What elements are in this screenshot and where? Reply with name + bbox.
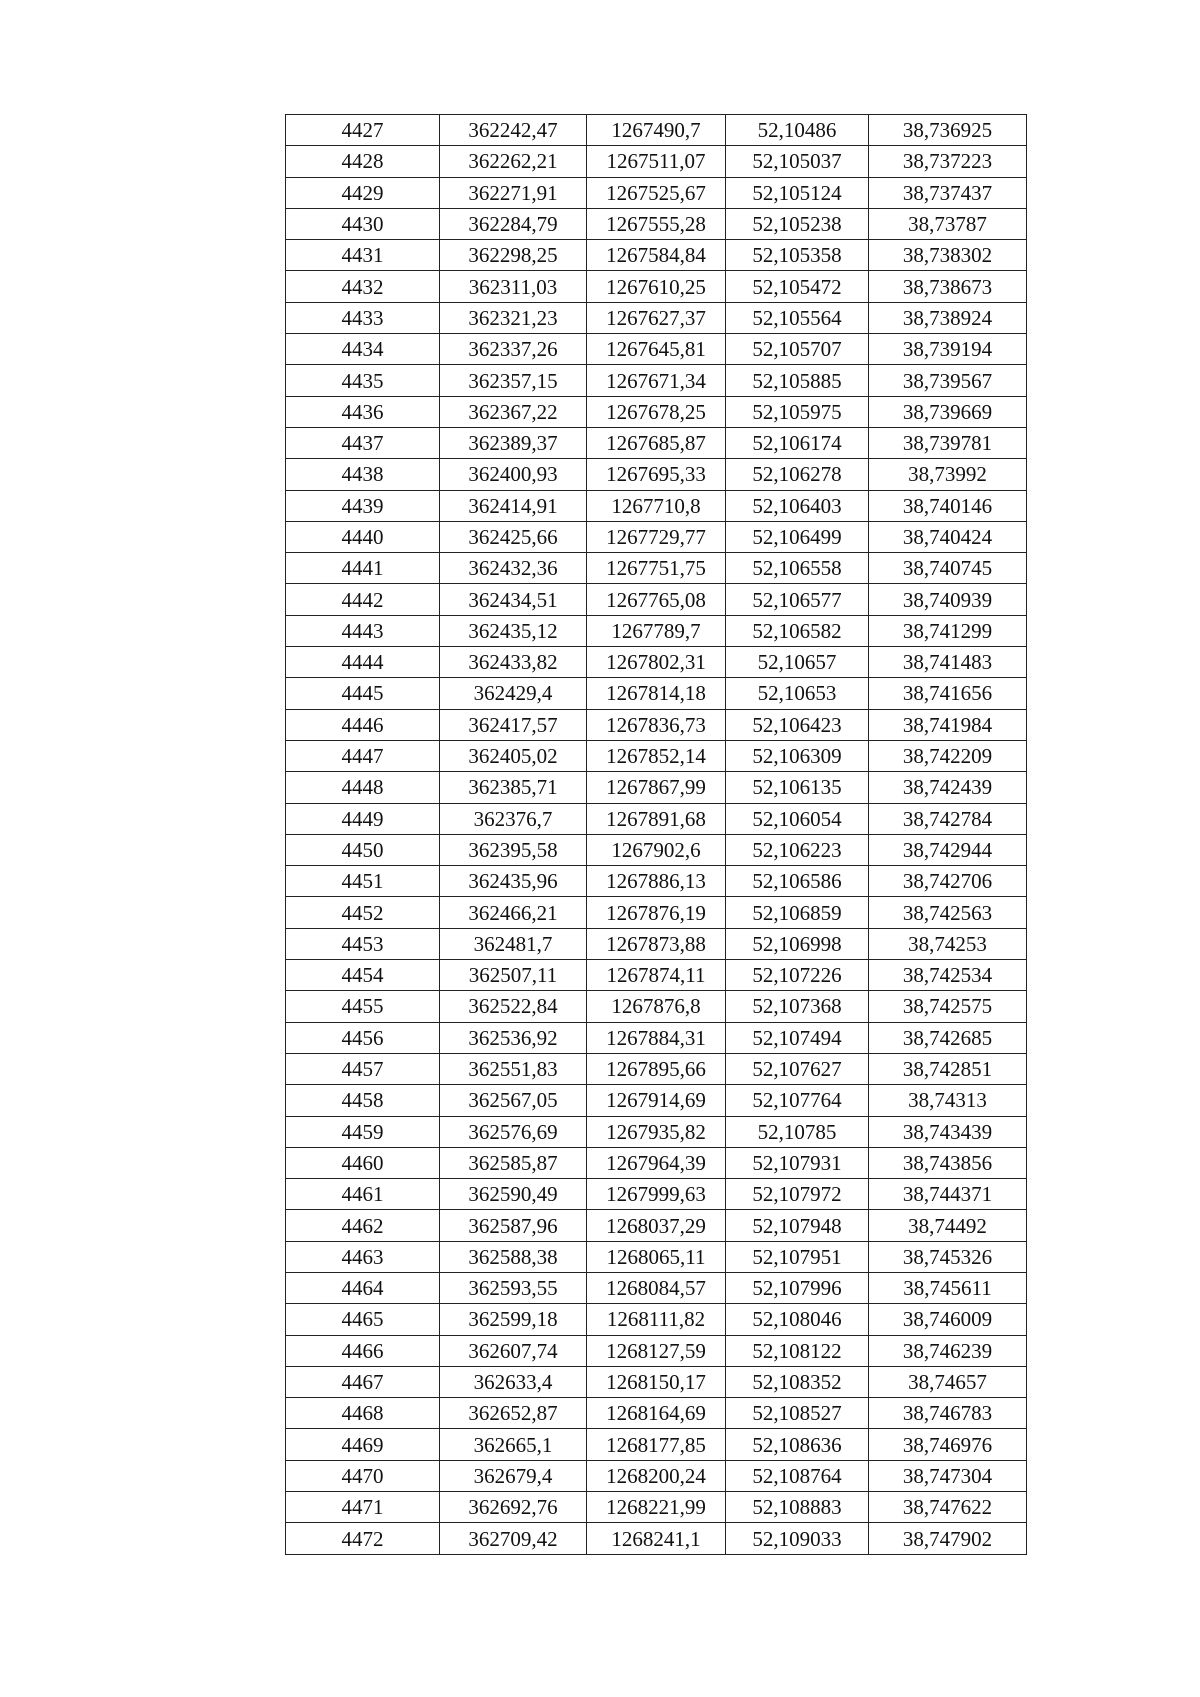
x-coordinate-cell: 362590,49 bbox=[440, 1179, 587, 1210]
point-number-cell: 4465 bbox=[286, 1304, 440, 1335]
x-coordinate-cell: 362311,03 bbox=[440, 271, 587, 302]
table-row bbox=[286, 615, 1027, 646]
table-row bbox=[286, 647, 1027, 678]
latitude-cell: 52,106174 bbox=[726, 427, 869, 458]
latitude-cell: 52,106135 bbox=[726, 772, 869, 803]
y-coordinate-cell: 1267836,73 bbox=[587, 709, 726, 740]
point-number-cell: 4434 bbox=[286, 334, 440, 365]
longitude-cell: 38,742706 bbox=[869, 866, 1027, 897]
latitude-cell: 52,105885 bbox=[726, 365, 869, 396]
point-number-cell: 4442 bbox=[286, 584, 440, 615]
longitude-cell: 38,742575 bbox=[869, 991, 1027, 1022]
latitude-cell: 52,109033 bbox=[726, 1523, 869, 1554]
point-number-cell: 4428 bbox=[286, 146, 440, 177]
longitude-cell: 38,743856 bbox=[869, 1147, 1027, 1178]
point-number-cell: 4463 bbox=[286, 1241, 440, 1272]
latitude-cell: 52,108636 bbox=[726, 1429, 869, 1460]
x-coordinate-cell: 362425,66 bbox=[440, 521, 587, 552]
table-row bbox=[286, 897, 1027, 928]
x-coordinate-cell: 362507,11 bbox=[440, 960, 587, 991]
y-coordinate-cell: 1267914,69 bbox=[587, 1085, 726, 1116]
longitude-cell: 38,742563 bbox=[869, 897, 1027, 928]
point-number-cell: 4445 bbox=[286, 678, 440, 709]
latitude-cell: 52,105975 bbox=[726, 396, 869, 427]
longitude-cell: 38,740745 bbox=[869, 553, 1027, 584]
longitude-cell: 38,746783 bbox=[869, 1398, 1027, 1429]
table-row bbox=[286, 115, 1027, 146]
x-coordinate-cell: 362536,92 bbox=[440, 1022, 587, 1053]
x-coordinate-cell: 362400,93 bbox=[440, 459, 587, 490]
y-coordinate-cell: 1268221,99 bbox=[587, 1492, 726, 1523]
point-number-cell: 4468 bbox=[286, 1398, 440, 1429]
x-coordinate-cell: 362271,91 bbox=[440, 177, 587, 208]
y-coordinate-cell: 1268065,11 bbox=[587, 1241, 726, 1272]
point-number-cell: 4436 bbox=[286, 396, 440, 427]
longitude-cell: 38,742685 bbox=[869, 1022, 1027, 1053]
table-row bbox=[286, 490, 1027, 521]
y-coordinate-cell: 1267695,33 bbox=[587, 459, 726, 490]
latitude-cell: 52,108527 bbox=[726, 1398, 869, 1429]
point-number-cell: 4462 bbox=[286, 1210, 440, 1241]
table-row bbox=[286, 991, 1027, 1022]
point-number-cell: 4459 bbox=[286, 1116, 440, 1147]
x-coordinate-cell: 362432,36 bbox=[440, 553, 587, 584]
point-number-cell: 4444 bbox=[286, 647, 440, 678]
y-coordinate-cell: 1268200,24 bbox=[587, 1460, 726, 1491]
latitude-cell: 52,105707 bbox=[726, 334, 869, 365]
x-coordinate-cell: 362585,87 bbox=[440, 1147, 587, 1178]
y-coordinate-cell: 1268084,57 bbox=[587, 1272, 726, 1303]
point-number-cell: 4430 bbox=[286, 208, 440, 239]
point-number-cell: 4429 bbox=[286, 177, 440, 208]
x-coordinate-cell: 362633,4 bbox=[440, 1366, 587, 1397]
y-coordinate-cell: 1267671,34 bbox=[587, 365, 726, 396]
longitude-cell: 38,740939 bbox=[869, 584, 1027, 615]
longitude-cell: 38,742439 bbox=[869, 772, 1027, 803]
point-number-cell: 4433 bbox=[286, 302, 440, 333]
point-number-cell: 4435 bbox=[286, 365, 440, 396]
table-row bbox=[286, 678, 1027, 709]
y-coordinate-cell: 1267999,63 bbox=[587, 1179, 726, 1210]
latitude-cell: 52,105358 bbox=[726, 240, 869, 271]
longitude-cell: 38,74313 bbox=[869, 1085, 1027, 1116]
x-coordinate-cell: 362284,79 bbox=[440, 208, 587, 239]
y-coordinate-cell: 1267902,6 bbox=[587, 834, 726, 865]
y-coordinate-cell: 1268111,82 bbox=[587, 1304, 726, 1335]
point-number-cell: 4453 bbox=[286, 928, 440, 959]
point-number-cell: 4441 bbox=[286, 553, 440, 584]
point-number-cell: 4461 bbox=[286, 1179, 440, 1210]
longitude-cell: 38,738302 bbox=[869, 240, 1027, 271]
y-coordinate-cell: 1267852,14 bbox=[587, 740, 726, 771]
table-row bbox=[286, 834, 1027, 865]
point-number-cell: 4432 bbox=[286, 271, 440, 302]
x-coordinate-cell: 362709,42 bbox=[440, 1523, 587, 1554]
coordinates-table-body bbox=[286, 115, 1027, 1555]
point-number-cell: 4431 bbox=[286, 240, 440, 271]
point-number-cell: 4454 bbox=[286, 960, 440, 991]
table-row bbox=[286, 803, 1027, 834]
y-coordinate-cell: 1267511,07 bbox=[587, 146, 726, 177]
x-coordinate-cell: 362376,7 bbox=[440, 803, 587, 834]
point-number-cell: 4466 bbox=[286, 1335, 440, 1366]
x-coordinate-cell: 362588,38 bbox=[440, 1241, 587, 1272]
longitude-cell: 38,745326 bbox=[869, 1241, 1027, 1272]
x-coordinate-cell: 362321,23 bbox=[440, 302, 587, 333]
x-coordinate-cell: 362576,69 bbox=[440, 1116, 587, 1147]
table-row bbox=[286, 1492, 1027, 1523]
latitude-cell: 52,107627 bbox=[726, 1053, 869, 1084]
table-row bbox=[286, 1053, 1027, 1084]
y-coordinate-cell: 1267685,87 bbox=[587, 427, 726, 458]
latitude-cell: 52,10653 bbox=[726, 678, 869, 709]
point-number-cell: 4467 bbox=[286, 1366, 440, 1397]
longitude-cell: 38,737437 bbox=[869, 177, 1027, 208]
y-coordinate-cell: 1268241,1 bbox=[587, 1523, 726, 1554]
latitude-cell: 52,107494 bbox=[726, 1022, 869, 1053]
table-row bbox=[286, 521, 1027, 552]
x-coordinate-cell: 362599,18 bbox=[440, 1304, 587, 1335]
table-row bbox=[286, 334, 1027, 365]
longitude-cell: 38,742209 bbox=[869, 740, 1027, 771]
y-coordinate-cell: 1267814,18 bbox=[587, 678, 726, 709]
x-coordinate-cell: 362692,76 bbox=[440, 1492, 587, 1523]
y-coordinate-cell: 1267729,77 bbox=[587, 521, 726, 552]
point-number-cell: 4460 bbox=[286, 1147, 440, 1178]
point-number-cell: 4464 bbox=[286, 1272, 440, 1303]
latitude-cell: 52,107931 bbox=[726, 1147, 869, 1178]
point-number-cell: 4455 bbox=[286, 991, 440, 1022]
latitude-cell: 52,10486 bbox=[726, 115, 869, 146]
latitude-cell: 52,107226 bbox=[726, 960, 869, 991]
y-coordinate-cell: 1267876,8 bbox=[587, 991, 726, 1022]
table-row bbox=[286, 553, 1027, 584]
longitude-cell: 38,747902 bbox=[869, 1523, 1027, 1554]
longitude-cell: 38,738673 bbox=[869, 271, 1027, 302]
latitude-cell: 52,108883 bbox=[726, 1492, 869, 1523]
latitude-cell: 52,105124 bbox=[726, 177, 869, 208]
longitude-cell: 38,742534 bbox=[869, 960, 1027, 991]
x-coordinate-cell: 362587,96 bbox=[440, 1210, 587, 1241]
longitude-cell: 38,739669 bbox=[869, 396, 1027, 427]
longitude-cell: 38,747622 bbox=[869, 1492, 1027, 1523]
longitude-cell: 38,74657 bbox=[869, 1366, 1027, 1397]
latitude-cell: 52,108352 bbox=[726, 1366, 869, 1397]
latitude-cell: 52,107951 bbox=[726, 1241, 869, 1272]
latitude-cell: 52,10785 bbox=[726, 1116, 869, 1147]
longitude-cell: 38,745611 bbox=[869, 1272, 1027, 1303]
y-coordinate-cell: 1267765,08 bbox=[587, 584, 726, 615]
y-coordinate-cell: 1267891,68 bbox=[587, 803, 726, 834]
y-coordinate-cell: 1267525,67 bbox=[587, 177, 726, 208]
latitude-cell: 52,106499 bbox=[726, 521, 869, 552]
table-row bbox=[286, 302, 1027, 333]
longitude-cell: 38,746239 bbox=[869, 1335, 1027, 1366]
table-row bbox=[286, 1147, 1027, 1178]
longitude-cell: 38,741984 bbox=[869, 709, 1027, 740]
x-coordinate-cell: 362665,1 bbox=[440, 1429, 587, 1460]
point-number-cell: 4448 bbox=[286, 772, 440, 803]
table-row bbox=[286, 1398, 1027, 1429]
longitude-cell: 38,746976 bbox=[869, 1429, 1027, 1460]
table-row bbox=[286, 740, 1027, 771]
y-coordinate-cell: 1267490,7 bbox=[587, 115, 726, 146]
table-row bbox=[286, 772, 1027, 803]
x-coordinate-cell: 362607,74 bbox=[440, 1335, 587, 1366]
x-coordinate-cell: 362522,84 bbox=[440, 991, 587, 1022]
longitude-cell: 38,746009 bbox=[869, 1304, 1027, 1335]
y-coordinate-cell: 1267876,19 bbox=[587, 897, 726, 928]
latitude-cell: 52,106558 bbox=[726, 553, 869, 584]
point-number-cell: 4457 bbox=[286, 1053, 440, 1084]
latitude-cell: 52,105564 bbox=[726, 302, 869, 333]
x-coordinate-cell: 362405,02 bbox=[440, 740, 587, 771]
longitude-cell: 38,73992 bbox=[869, 459, 1027, 490]
x-coordinate-cell: 362414,91 bbox=[440, 490, 587, 521]
table-row bbox=[286, 928, 1027, 959]
longitude-cell: 38,74253 bbox=[869, 928, 1027, 959]
table-row bbox=[286, 1429, 1027, 1460]
latitude-cell: 52,107972 bbox=[726, 1179, 869, 1210]
latitude-cell: 52,106859 bbox=[726, 897, 869, 928]
longitude-cell: 38,741299 bbox=[869, 615, 1027, 646]
table-row bbox=[286, 709, 1027, 740]
longitude-cell: 38,740424 bbox=[869, 521, 1027, 552]
table-row bbox=[286, 1304, 1027, 1335]
point-number-cell: 4437 bbox=[286, 427, 440, 458]
point-number-cell: 4446 bbox=[286, 709, 440, 740]
latitude-cell: 52,107368 bbox=[726, 991, 869, 1022]
table-row bbox=[286, 1210, 1027, 1241]
latitude-cell: 52,108046 bbox=[726, 1304, 869, 1335]
y-coordinate-cell: 1268150,17 bbox=[587, 1366, 726, 1397]
latitude-cell: 52,106223 bbox=[726, 834, 869, 865]
table-row bbox=[286, 1460, 1027, 1491]
longitude-cell: 38,740146 bbox=[869, 490, 1027, 521]
y-coordinate-cell: 1268177,85 bbox=[587, 1429, 726, 1460]
latitude-cell: 52,105037 bbox=[726, 146, 869, 177]
point-number-cell: 4450 bbox=[286, 834, 440, 865]
x-coordinate-cell: 362417,57 bbox=[440, 709, 587, 740]
y-coordinate-cell: 1267789,7 bbox=[587, 615, 726, 646]
point-number-cell: 4449 bbox=[286, 803, 440, 834]
y-coordinate-cell: 1267874,11 bbox=[587, 960, 726, 991]
point-number-cell: 4451 bbox=[286, 866, 440, 897]
x-coordinate-cell: 362652,87 bbox=[440, 1398, 587, 1429]
y-coordinate-cell: 1268127,59 bbox=[587, 1335, 726, 1366]
y-coordinate-cell: 1268164,69 bbox=[587, 1398, 726, 1429]
y-coordinate-cell: 1267710,8 bbox=[587, 490, 726, 521]
longitude-cell: 38,739781 bbox=[869, 427, 1027, 458]
y-coordinate-cell: 1268037,29 bbox=[587, 1210, 726, 1241]
x-coordinate-cell: 362679,4 bbox=[440, 1460, 587, 1491]
longitude-cell: 38,741656 bbox=[869, 678, 1027, 709]
x-coordinate-cell: 362435,96 bbox=[440, 866, 587, 897]
point-number-cell: 4470 bbox=[286, 1460, 440, 1491]
latitude-cell: 52,106577 bbox=[726, 584, 869, 615]
x-coordinate-cell: 362395,58 bbox=[440, 834, 587, 865]
table-row bbox=[286, 177, 1027, 208]
x-coordinate-cell: 362433,82 bbox=[440, 647, 587, 678]
longitude-cell: 38,736925 bbox=[869, 115, 1027, 146]
x-coordinate-cell: 362298,25 bbox=[440, 240, 587, 271]
point-number-cell: 4472 bbox=[286, 1523, 440, 1554]
longitude-cell: 38,743439 bbox=[869, 1116, 1027, 1147]
x-coordinate-cell: 362337,26 bbox=[440, 334, 587, 365]
longitude-cell: 38,739567 bbox=[869, 365, 1027, 396]
x-coordinate-cell: 362481,7 bbox=[440, 928, 587, 959]
point-number-cell: 4452 bbox=[286, 897, 440, 928]
latitude-cell: 52,106998 bbox=[726, 928, 869, 959]
table-row bbox=[286, 240, 1027, 271]
longitude-cell: 38,747304 bbox=[869, 1460, 1027, 1491]
table-row bbox=[286, 459, 1027, 490]
table-row bbox=[286, 365, 1027, 396]
y-coordinate-cell: 1267645,81 bbox=[587, 334, 726, 365]
point-number-cell: 4458 bbox=[286, 1085, 440, 1116]
y-coordinate-cell: 1267895,66 bbox=[587, 1053, 726, 1084]
point-number-cell: 4439 bbox=[286, 490, 440, 521]
x-coordinate-cell: 362434,51 bbox=[440, 584, 587, 615]
table-row bbox=[286, 1085, 1027, 1116]
point-number-cell: 4440 bbox=[286, 521, 440, 552]
x-coordinate-cell: 362567,05 bbox=[440, 1085, 587, 1116]
longitude-cell: 38,737223 bbox=[869, 146, 1027, 177]
point-number-cell: 4443 bbox=[286, 615, 440, 646]
table-row bbox=[286, 208, 1027, 239]
longitude-cell: 38,742851 bbox=[869, 1053, 1027, 1084]
table-row bbox=[286, 1366, 1027, 1397]
latitude-cell: 52,108764 bbox=[726, 1460, 869, 1491]
longitude-cell: 38,73787 bbox=[869, 208, 1027, 239]
latitude-cell: 52,105238 bbox=[726, 208, 869, 239]
table-row bbox=[286, 1335, 1027, 1366]
longitude-cell: 38,738924 bbox=[869, 302, 1027, 333]
latitude-cell: 52,10657 bbox=[726, 647, 869, 678]
latitude-cell: 52,106054 bbox=[726, 803, 869, 834]
y-coordinate-cell: 1267678,25 bbox=[587, 396, 726, 427]
table-row bbox=[286, 1022, 1027, 1053]
table-row bbox=[286, 146, 1027, 177]
longitude-cell: 38,742784 bbox=[869, 803, 1027, 834]
coordinates-table bbox=[285, 114, 1027, 1555]
x-coordinate-cell: 362593,55 bbox=[440, 1272, 587, 1303]
latitude-cell: 52,107764 bbox=[726, 1085, 869, 1116]
latitude-cell: 52,106582 bbox=[726, 615, 869, 646]
y-coordinate-cell: 1267627,37 bbox=[587, 302, 726, 333]
table-row bbox=[286, 271, 1027, 302]
y-coordinate-cell: 1267964,39 bbox=[587, 1147, 726, 1178]
x-coordinate-cell: 362262,21 bbox=[440, 146, 587, 177]
table-row bbox=[286, 584, 1027, 615]
table-row bbox=[286, 396, 1027, 427]
table-row bbox=[286, 866, 1027, 897]
point-number-cell: 4456 bbox=[286, 1022, 440, 1053]
latitude-cell: 52,108122 bbox=[726, 1335, 869, 1366]
x-coordinate-cell: 362435,12 bbox=[440, 615, 587, 646]
latitude-cell: 52,107948 bbox=[726, 1210, 869, 1241]
x-coordinate-cell: 362385,71 bbox=[440, 772, 587, 803]
point-number-cell: 4438 bbox=[286, 459, 440, 490]
y-coordinate-cell: 1267886,13 bbox=[587, 866, 726, 897]
x-coordinate-cell: 362389,37 bbox=[440, 427, 587, 458]
table-row bbox=[286, 1272, 1027, 1303]
y-coordinate-cell: 1267751,75 bbox=[587, 553, 726, 584]
latitude-cell: 52,105472 bbox=[726, 271, 869, 302]
point-number-cell: 4447 bbox=[286, 740, 440, 771]
y-coordinate-cell: 1267873,88 bbox=[587, 928, 726, 959]
longitude-cell: 38,742944 bbox=[869, 834, 1027, 865]
point-number-cell: 4427 bbox=[286, 115, 440, 146]
table-row bbox=[286, 427, 1027, 458]
latitude-cell: 52,106278 bbox=[726, 459, 869, 490]
latitude-cell: 52,106309 bbox=[726, 740, 869, 771]
y-coordinate-cell: 1267610,25 bbox=[587, 271, 726, 302]
longitude-cell: 38,74492 bbox=[869, 1210, 1027, 1241]
x-coordinate-cell: 362551,83 bbox=[440, 1053, 587, 1084]
longitude-cell: 38,741483 bbox=[869, 647, 1027, 678]
table-row bbox=[286, 1241, 1027, 1272]
longitude-cell: 38,739194 bbox=[869, 334, 1027, 365]
latitude-cell: 52,106423 bbox=[726, 709, 869, 740]
latitude-cell: 52,107996 bbox=[726, 1272, 869, 1303]
point-number-cell: 4471 bbox=[286, 1492, 440, 1523]
y-coordinate-cell: 1267584,84 bbox=[587, 240, 726, 271]
point-number-cell: 4469 bbox=[286, 1429, 440, 1460]
x-coordinate-cell: 362429,4 bbox=[440, 678, 587, 709]
x-coordinate-cell: 362242,47 bbox=[440, 115, 587, 146]
y-coordinate-cell: 1267935,82 bbox=[587, 1116, 726, 1147]
y-coordinate-cell: 1267884,31 bbox=[587, 1022, 726, 1053]
latitude-cell: 52,106403 bbox=[726, 490, 869, 521]
y-coordinate-cell: 1267555,28 bbox=[587, 208, 726, 239]
y-coordinate-cell: 1267867,99 bbox=[587, 772, 726, 803]
y-coordinate-cell: 1267802,31 bbox=[587, 647, 726, 678]
x-coordinate-cell: 362367,22 bbox=[440, 396, 587, 427]
latitude-cell: 52,106586 bbox=[726, 866, 869, 897]
table-row bbox=[286, 1523, 1027, 1554]
x-coordinate-cell: 362357,15 bbox=[440, 365, 587, 396]
table-row bbox=[286, 1179, 1027, 1210]
table-row bbox=[286, 960, 1027, 991]
x-coordinate-cell: 362466,21 bbox=[440, 897, 587, 928]
table-row bbox=[286, 1116, 1027, 1147]
longitude-cell: 38,744371 bbox=[869, 1179, 1027, 1210]
